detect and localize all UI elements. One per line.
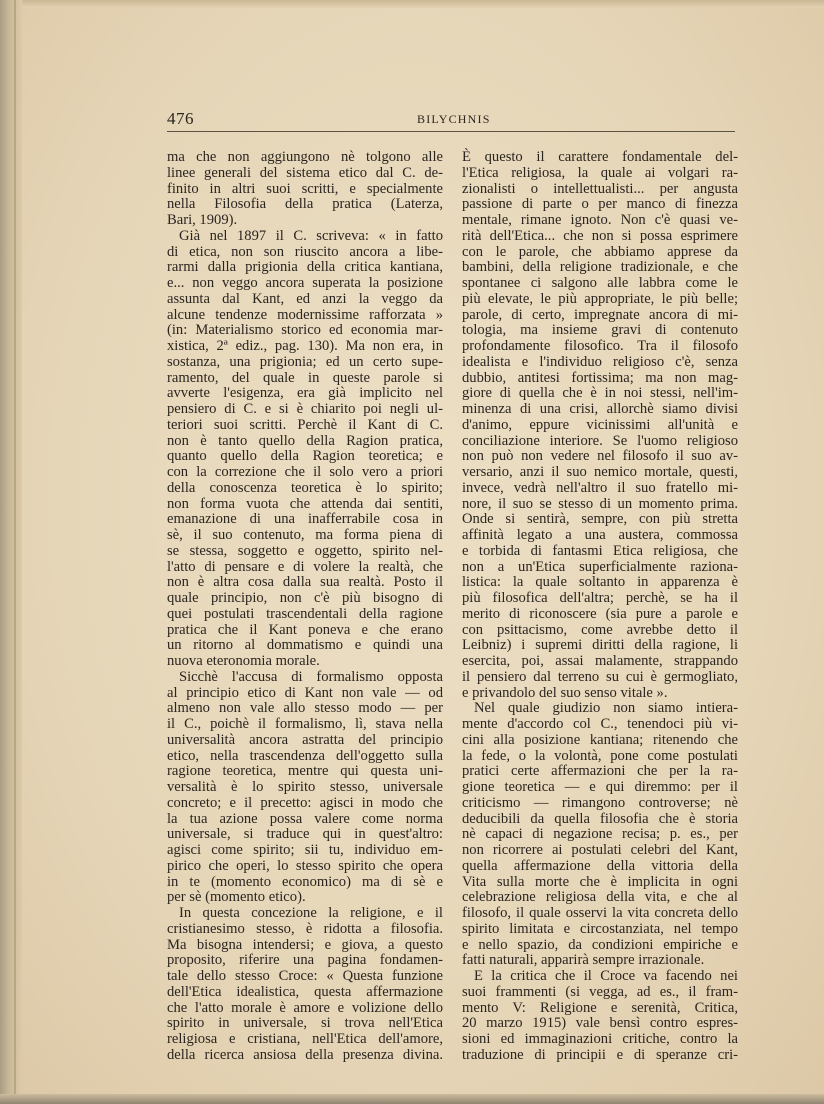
text-line: pirico che operi, lo stesso spirito che opera xyxy=(167,857,443,874)
text-line: xistica, 2ª ediz., pag. 130). Ma non era, in xyxy=(167,338,443,354)
text-line: religiosa e cristiana, nell'Etica dell'amore, xyxy=(167,1031,443,1047)
text-line: e privandolo del suo senso vitale ». xyxy=(462,684,668,701)
text-line: filosofo, il quale osservi la vita concreta dello xyxy=(462,905,738,921)
text-line: rità dell'Etica... che non si possa esprimere xyxy=(462,227,738,244)
text-line: quei postulati trascendentali della ragione xyxy=(167,605,443,622)
text-line: spirito in universale, si trova nell'Etica xyxy=(167,1015,443,1032)
text-line: È questo il carattere fondamentale del- xyxy=(462,149,738,165)
text-line: di etica, non son riuscito ancora a libe- xyxy=(167,243,443,260)
text-line: spontanee ci salgono alle labbra come le xyxy=(462,275,738,291)
text-line: celebrazione religiosa della vita, e che al xyxy=(462,889,738,906)
text-line: dubbio, antitesi fortissima; ma non mag- xyxy=(462,369,738,386)
text-line: suoi frammenti (si vegga, ad es., il fram- xyxy=(462,983,738,1000)
text-line: In questa concezione la religione, e il xyxy=(179,905,443,921)
text-line: merito di riconoscere (sia pure a parole e xyxy=(462,605,738,622)
text-line: sioni ed immaginazioni critiche, contro la xyxy=(462,1031,738,1047)
text-line: criticismo — rimangono controverse; nè xyxy=(462,794,738,811)
text-line: in te (momento economico) ma di sè e xyxy=(167,873,443,890)
text-line: emanazione di una inafferrabile cosa in xyxy=(167,511,443,528)
text-line: versario, anzi il suo nemico mortale, questi, xyxy=(462,464,738,480)
text-line: mentale, rimane ignoto. Non c'è quasi ve- xyxy=(462,212,738,228)
text-line: assunta dal Kant, ed anzi la veggo da xyxy=(167,290,443,307)
text-line: con la correzione che il solo vero a priori xyxy=(167,464,443,480)
text-line: proposito, riferire una pagina fondamen- xyxy=(167,952,443,969)
text-line: ramento, del quale in queste parole si xyxy=(167,369,443,386)
text-line: (in: Materialismo storico ed economia mar- xyxy=(167,322,443,339)
text-line: pensiero di C. e si è chiarito poi negli ul- xyxy=(167,401,443,417)
text-line: della ricerca ansiosa della presenza divina. xyxy=(167,1046,443,1063)
text-line: Nel quale giudizio non siamo intiera- xyxy=(474,700,738,717)
text-line: non è altra cosa dalla sua realtà. Posto il xyxy=(167,574,443,591)
text-line: gione teoretica — e qui diremmo: per il xyxy=(462,779,738,795)
header-rule xyxy=(167,131,735,132)
text-line: non è tanto quello della Ragion pratica, xyxy=(167,432,443,449)
text-line: profondamente filosofico. Tra il filosofo xyxy=(462,338,738,354)
text-line: bambini, della religione tradizionale, e che xyxy=(462,259,738,276)
text-line: nuova eteronomia morale. xyxy=(167,653,320,669)
text-line: della conoscenza teoretica è lo spirito; xyxy=(167,479,443,496)
text-line: teriori suoi scritti. Perchè il Kant di C. xyxy=(167,416,443,433)
text-line: nore, il suo se stesso di un momento prima. xyxy=(462,495,738,512)
text-line: zionalisti o intellettualisti... per angusta xyxy=(462,180,738,197)
text-line: parole, di certo, impregnate ancora di mi- xyxy=(462,306,738,323)
page-bottom-edge xyxy=(0,1094,824,1104)
text-line: Sicchè l'accusa di formalismo opposta xyxy=(179,668,443,685)
text-line: Già nel 1897 il C. scriveva: « in fatto xyxy=(179,227,443,244)
text-line: pratica che il Kant poneva e che erano xyxy=(167,621,443,638)
text-line: deducibili da quella filosofia che è storia xyxy=(462,810,738,827)
text-line: passione di parte o per manco di finezza xyxy=(462,196,738,213)
text-line: l'Etica religiosa, la quale ai volgari ra- xyxy=(462,164,738,181)
text-line: fatti naturali, apparirà sempre irrazionale. xyxy=(462,952,705,969)
text-line: affinità legato a una austera, commossa xyxy=(462,527,738,543)
text-line: alcune tendenze modernissime rafforzata » xyxy=(167,306,443,323)
text-line: 20 marzo 1915) vale bensì contro espres- xyxy=(462,1015,738,1032)
text-line: giore di quella che è in noi stessi, nell'im- xyxy=(462,385,738,402)
text-line: listica: la quale soltanto in apparenza è xyxy=(462,574,738,591)
text-line: Vita sulla morte che è implicita in ogni xyxy=(462,873,738,890)
text-line: cini alla posizione kantiana; ritenendo che xyxy=(462,731,738,748)
right-text-column xyxy=(462,150,738,1064)
text-line: minenza di una crisi, allorchè siamo divisi xyxy=(462,401,738,417)
text-line: quale principio, non c'è più bisogno di xyxy=(167,590,443,606)
text-line: tale dello stesso Croce: « Questa funzione xyxy=(167,968,443,984)
text-line: per sè (momento etico). xyxy=(167,889,306,906)
text-line: traduzione di principii e di speranze cri- xyxy=(462,1046,738,1063)
text-line: Bari, 1909). xyxy=(167,212,238,228)
left-text-column xyxy=(167,150,443,1064)
text-line: sostanza, una prigionia; ed un certo supe- xyxy=(167,353,443,370)
text-line: con le parole, che abbiamo apprese da xyxy=(462,243,738,260)
text-line: universalità ancora astratta del principio xyxy=(167,731,443,748)
text-line: quella affermazione della vittoria della xyxy=(462,857,738,874)
text-line: dell'Etica idealistica, questa affermazione xyxy=(167,983,443,1000)
text-line: mente d'accordo col C., tenendoci più vi- xyxy=(462,716,738,732)
text-line: non forma vuota che attenda dai sentiti, xyxy=(167,495,443,512)
text-line: Ma bisogna intendersi; e giova, a questo xyxy=(167,936,443,953)
text-line: pratici certe affermazioni che per la ra- xyxy=(462,763,738,780)
text-line: ragione teoretica, mentre qui questa uni- xyxy=(167,763,443,780)
text-line: agisci come spirito; sii tu, individuo em- xyxy=(167,842,443,858)
text-line: e... non veggo ancora superata la posizione xyxy=(167,275,443,291)
text-line: se stessa, soggetto e oggetto, spirito nel- xyxy=(167,542,443,559)
running-title: BILYCHNIS xyxy=(417,112,491,126)
page-binding-edge xyxy=(0,0,22,1104)
text-line: linee generali del sistema etico dal C. de- xyxy=(167,164,443,181)
text-line: Onde si sentirà, sempre, con più stretta xyxy=(462,511,738,528)
text-line: l'atto di pensare e di volere la realtà, che xyxy=(167,558,443,575)
text-line: non ricorrere ai postulati celebri del Kant, xyxy=(462,842,738,858)
page-top-edge xyxy=(0,0,824,8)
text-line: invece, vedrà nell'altro il suo fratello mi- xyxy=(462,479,738,496)
text-line: E la critica che il Croce va facendo nei xyxy=(474,968,738,984)
text-line: finito in altri suoi scritti, e specialmente xyxy=(167,180,443,197)
text-line: nè capaci di negazione recisa; p. es., per xyxy=(462,826,738,843)
text-line: universale, si traduce qui in quest'altro: xyxy=(167,826,443,843)
text-line: al principio etico di Kant non vale — od xyxy=(167,684,443,701)
text-line: quanto quello della Ragion teoretica; e xyxy=(167,448,443,465)
text-line: esercita, poi, assai malamente, strappando xyxy=(462,653,738,669)
text-line: più elevate, le più appropriate, le più belle; xyxy=(462,290,738,307)
text-line: la tua azione possa valere come norma xyxy=(167,810,443,827)
text-line: e nello spazio, da condizioni empiriche e xyxy=(462,936,738,953)
text-line: il pensiero dal terreno su cui è germogliato, xyxy=(462,668,738,685)
text-line: non può non vedere nel filosofo il suo av- xyxy=(462,448,738,465)
text-line: spirito limitata e circostanziata, nel tempo xyxy=(462,920,738,937)
page-header xyxy=(167,108,735,132)
text-line: tologia, ma insieme gravi di contenuto xyxy=(462,322,738,339)
text-line: più filosofica dell'altra; perchè, se ha il xyxy=(462,590,738,606)
text-line: nella Filosofia della pratica (Laterza, xyxy=(167,196,443,213)
text-line: avverte l'esigenza, era già implicito nel xyxy=(167,385,443,402)
text-line: conciliazione interiore. Se l'uomo religioso xyxy=(462,432,738,449)
text-line: non a un'Etica superficialmente raziona- xyxy=(462,558,738,575)
text-line: Leibniz) i supremi diritti della ragione, li xyxy=(462,637,738,654)
text-line: d'animo, eppure vicinissimi all'unità e xyxy=(462,416,738,433)
text-line: la fede, o la volontà, pone come postulati xyxy=(462,747,738,764)
text-line: cristianesimo stesso, è ridotta a filosofia. xyxy=(167,920,443,937)
page-number: 476 xyxy=(167,109,194,128)
text-line: etico, nella trascendenza dell'oggetto sulla xyxy=(167,747,443,764)
text-line: un ritorno al dommatismo e quindi una xyxy=(167,637,443,654)
text-line: e torbida di fantasmi Etica religiosa, che xyxy=(462,542,738,559)
text-line: con psittacismo, come avrebbe detto il xyxy=(462,621,738,638)
text-line: versalità è lo spirito stesso, universale xyxy=(167,779,443,795)
text-line: mento V: Religione e serenità, Critica, xyxy=(462,999,738,1016)
text-line: concreto; e il precetto: agisci in modo che xyxy=(167,794,443,811)
text-line: idealista e l'individuo religioso c'è, senza xyxy=(462,353,738,370)
text-line: rarmi dalla prigionia della critica kantiana, xyxy=(167,259,443,276)
text-line: ma che non aggiungono nè tolgono alle xyxy=(167,149,443,165)
text-line: il C., poichè il formalismo, lì, stava nella xyxy=(167,716,443,732)
text-line: sè, il suo contenuto, ma forma piena di xyxy=(167,527,443,543)
text-line: almeno non vale allo stesso modo — per xyxy=(167,700,443,717)
text-line: che l'atto morale è amore e volizione dello xyxy=(167,999,443,1016)
